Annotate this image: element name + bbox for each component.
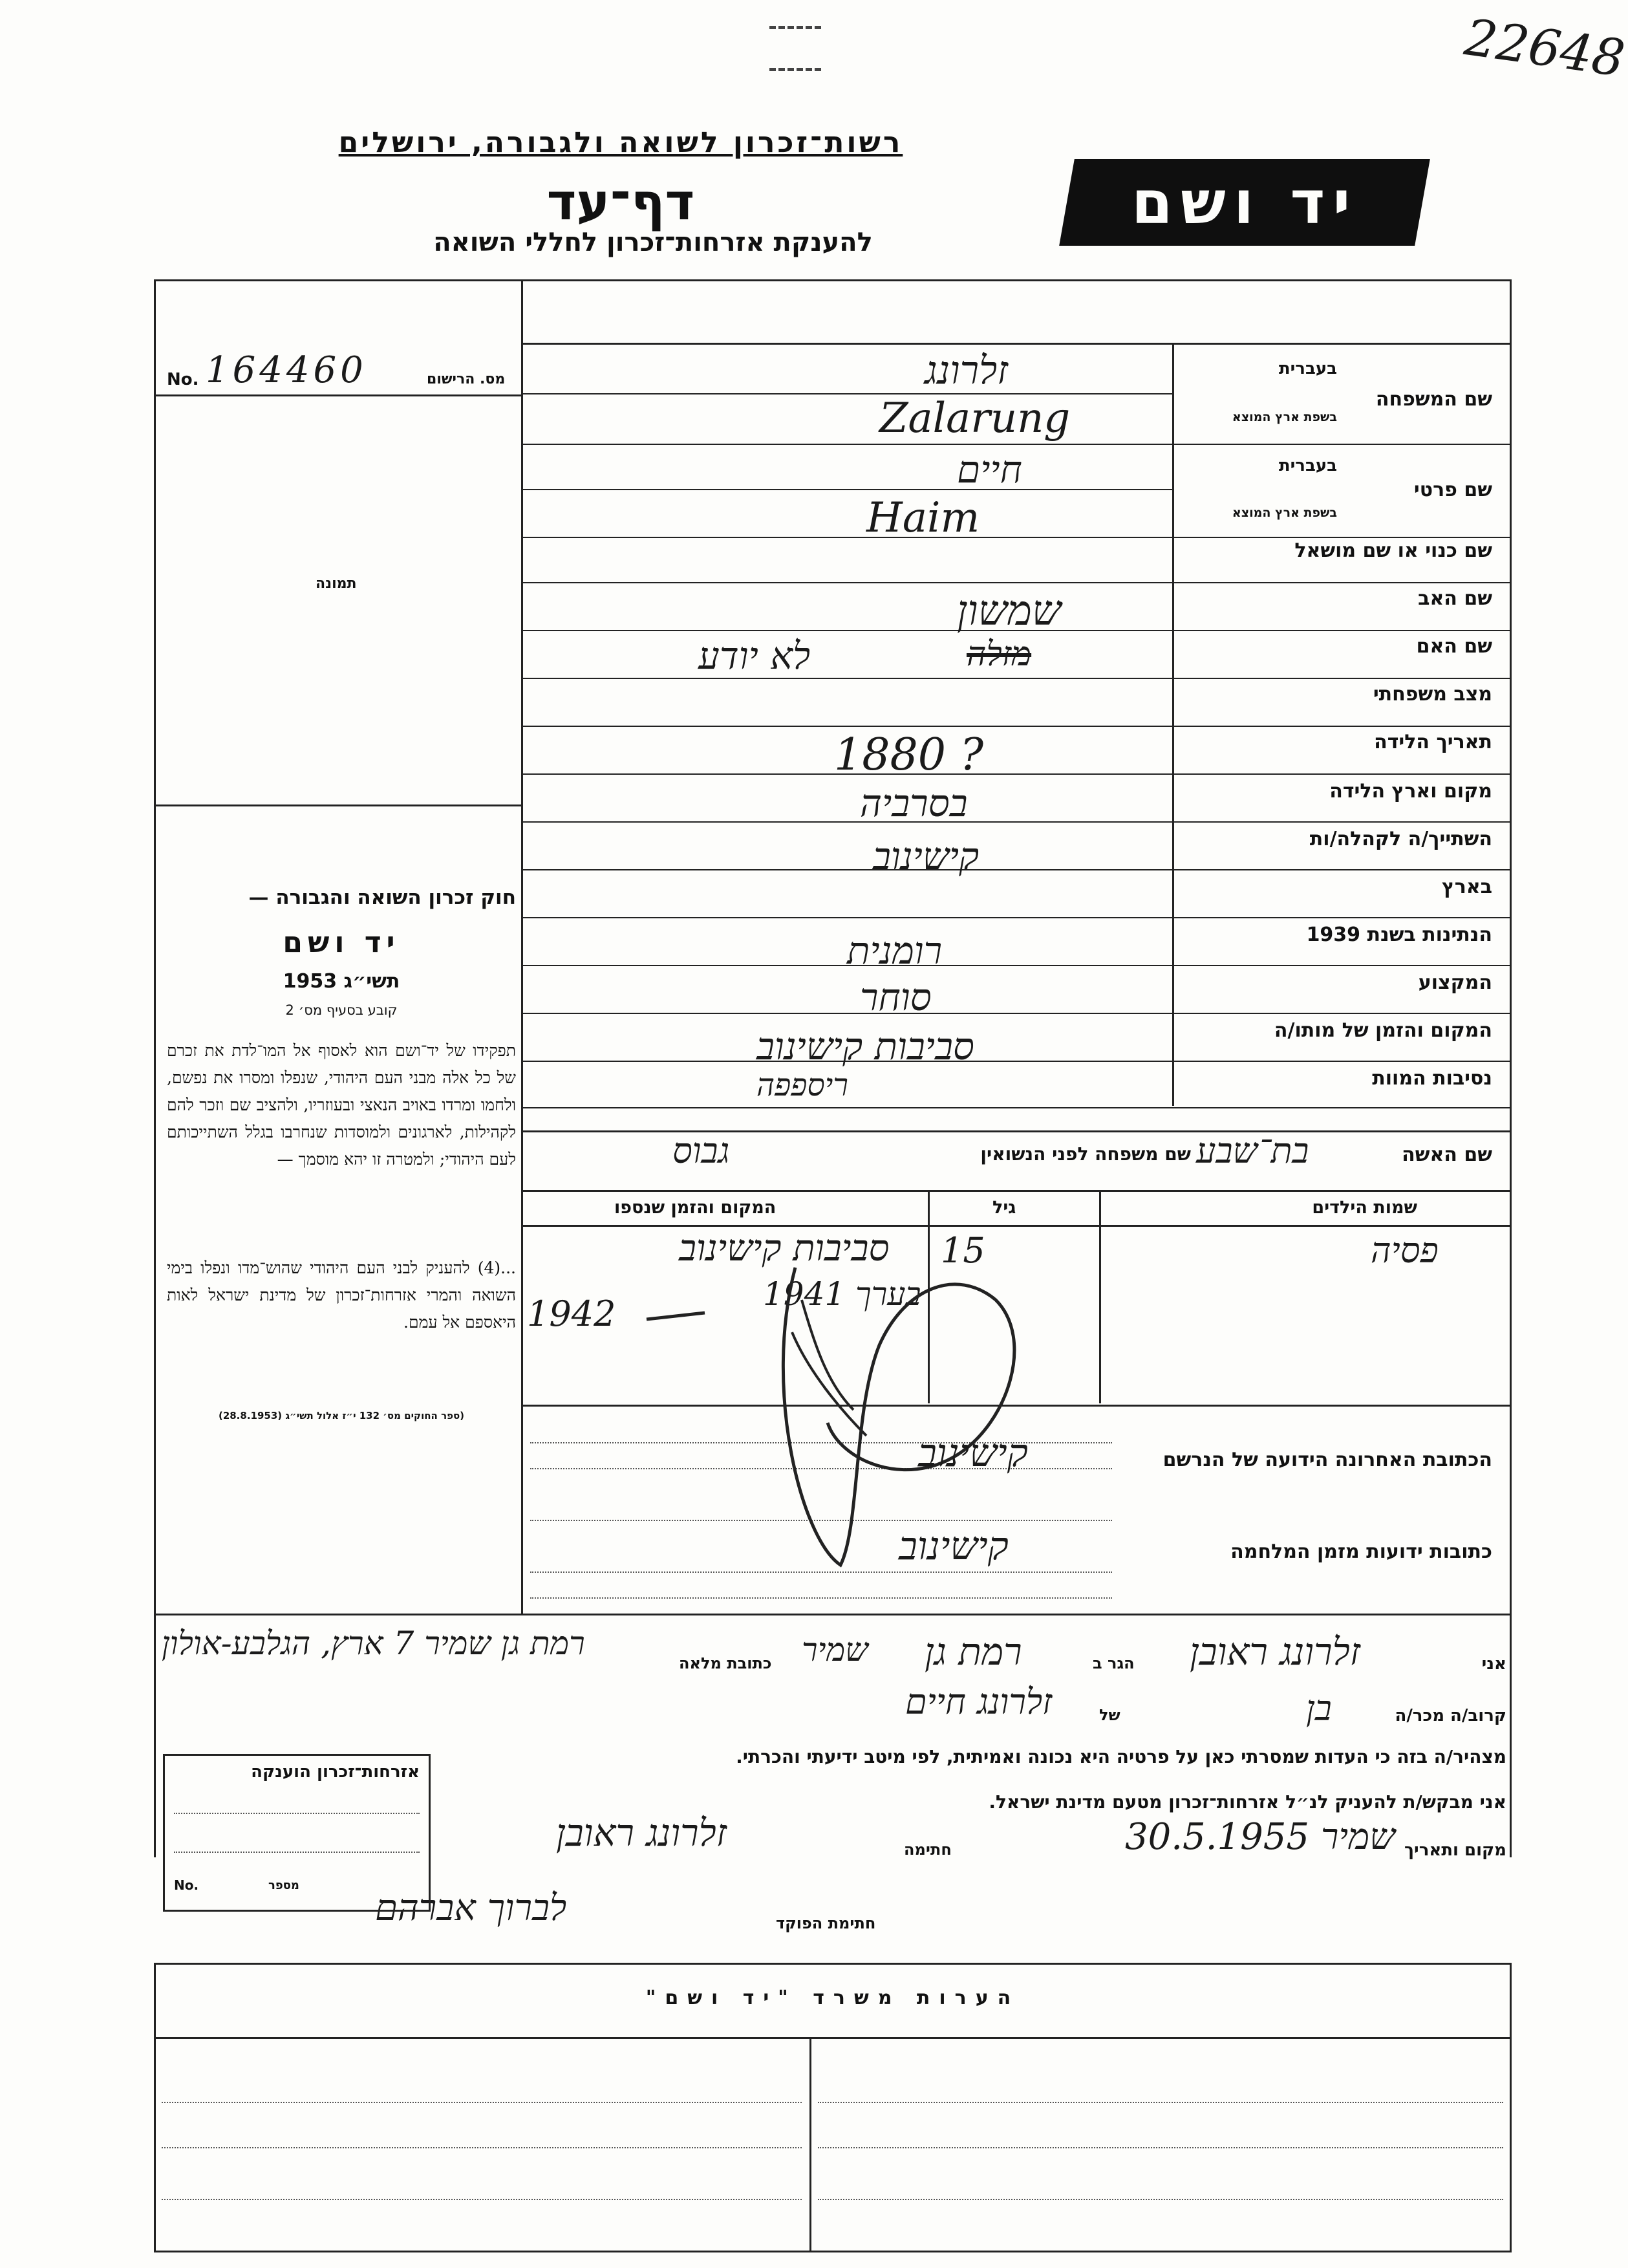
granted-box-title: אזרחות־זכרון הוענקה: [251, 1762, 420, 1782]
law-name: יד ושם: [283, 926, 400, 959]
war-address-value: קישינוב: [899, 1524, 1009, 1569]
country-label: בארץ: [1441, 876, 1492, 898]
authority-name: רשות־זכרון לשואה ולגבורה, ירושלים: [338, 126, 903, 159]
hebrew-label-2: בעברית: [1278, 456, 1337, 475]
granted-box-line: [174, 1852, 420, 1853]
child-death-date-value: בערך 1941: [763, 1275, 921, 1313]
law-year: תשי״ג 1953: [283, 970, 400, 993]
birth-date-value: 1880 ?: [834, 729, 984, 781]
registration-no-value: 164460: [206, 349, 367, 391]
father-name-value: שמשון: [957, 587, 1062, 635]
photo-label: תמונה: [316, 576, 357, 592]
death-circumstances-label: נסיבות המוות: [1372, 1067, 1492, 1090]
signature-label: חתימה: [904, 1841, 952, 1859]
community-value: קישינוב: [873, 834, 980, 878]
profession-label: המקצוע: [1418, 971, 1492, 994]
wife-maiden-value: גבוס: [672, 1130, 730, 1171]
statement-text: מצהיר/ה בזה כי העדות שמסרתי כאן על פרטיה היא נכונה ואמיתית, לפי מיטב ידיעתי והכרתי.: [736, 1746, 1506, 1767]
registration-heb-label: מס. הרישום: [427, 371, 506, 387]
child-name-value: פסיה: [1371, 1230, 1439, 1271]
remarks-title: הערות משרד "יד ושם": [645, 1987, 1020, 2009]
official-signature-label: חתימת הפוקד: [776, 1914, 876, 1932]
law-heading: חוק זכרון השואה והגבורה —: [248, 886, 516, 909]
page-subtitle: להענקת אזרחות־זכרון לחללי השואה: [433, 228, 873, 257]
family-name-latin-value: Zalarung: [879, 394, 1071, 442]
scribble-stroke: [792, 1300, 866, 1436]
request-text: אני מבקש/ת להעניק לנ״ל אזרחות־זכרון מטעם מדינת ישראל.: [989, 1791, 1506, 1813]
family-name-label: שם המשפחה: [1375, 388, 1492, 411]
full-address-label: כתובת מלאה: [679, 1654, 772, 1672]
mother-name-value: לא יודע: [698, 634, 811, 678]
children-names-header: שמות הילדים: [1312, 1198, 1417, 1218]
nickname-label: שם כנוי או שם מושאל: [1294, 539, 1492, 562]
hebrew-label-1: בעברית: [1278, 359, 1337, 378]
child-age-value: 15: [941, 1230, 985, 1271]
scribble-loop: [783, 1268, 1014, 1565]
place-date-value: שמיר 30.5.1955: [1125, 1816, 1395, 1858]
first-name-hebrew-value: חיים: [957, 448, 1022, 491]
granted-box-no-label: No.: [174, 1877, 199, 1893]
profession-value: סוחר: [860, 975, 932, 1019]
death-circumstances-value: ריספפה: [756, 1067, 848, 1103]
death-place-value: סביבות קישינוב: [756, 1024, 974, 1068]
declarant-signature: זלרונג ראובן: [556, 1811, 727, 1855]
birth-place-value: בסרביה: [860, 781, 968, 825]
child-death-place-value: סביבות קישינוב: [679, 1227, 890, 1269]
law-citation: (ספר החוקים מס׳ 132 י״ז אלול תשי״ג (28.8.1953): [218, 1410, 465, 1421]
corner-archive-number: 22648: [1461, 8, 1628, 89]
declarant-street-value: שמיר: [802, 1631, 868, 1669]
declarant-name-value: זלרונג ראובן: [1190, 1630, 1360, 1674]
registration-no-label: No.: [167, 370, 199, 389]
birth-date-label: תאריך הלידה: [1374, 731, 1492, 753]
wife-maiden-label: שם משפחה לפני הנשואין: [980, 1143, 1191, 1165]
citizenship-granted-box: [163, 1754, 431, 1912]
children-age-header: גיל: [992, 1198, 1016, 1218]
relation-value: בן: [1306, 1688, 1332, 1729]
community-label: השתייך/ה לקהלה/ות: [1309, 828, 1492, 850]
family-name-hebrew-value: זלרונג: [925, 348, 1008, 393]
declarant-city-value: רמת גן: [925, 1630, 1022, 1674]
dash-stroke: [647, 1313, 705, 1319]
first-name-latin-value: Haim: [866, 494, 980, 542]
place-date-label: מקום ותאריך: [1404, 1841, 1506, 1860]
wife-name-value: בת־שבע: [1196, 1130, 1309, 1171]
citizenship-value: רומנית: [847, 929, 943, 973]
resides-label: הגר ב: [1093, 1654, 1135, 1672]
relative-name-value: זלרונג חיים: [905, 1681, 1053, 1722]
relative-label: קרוב/ה מכר/ה: [1395, 1706, 1506, 1725]
origin-lang-label-2: בשפת ארץ המוצא: [1232, 506, 1337, 520]
death-place-label: המקום והזמן של מותו/ה: [1274, 1019, 1492, 1042]
last-address-label: הכתובת האחרונה הידועה של הנרשם: [1162, 1449, 1492, 1471]
logo-text: יד ושם: [1131, 167, 1358, 237]
first-name-label: שם פרטי: [1413, 479, 1492, 501]
law-text: תפקידו של יד־ושם הוא לאסוף אל המו־לדת את זכרם של כל אלה מבני העם היהודי, שנפלו ומסרו את נפשם, ולחמו ומרדו באויב הנאצי ובעוזריו, ולהציב שם וזכר להם לקהילות, לארגונים ולמוסדות שנחרבו בגלל השתייכותם לעם היהודי; ולמטרה זו יהא מוסמך —: [167, 1041, 516, 1169]
mother-name-struck-value: מזלה: [967, 635, 1032, 674]
mother-label: שם האם: [1416, 635, 1492, 658]
last-address-value: קישינוב: [918, 1431, 1028, 1476]
citizenship-label: הנתינות בשנת 1939: [1306, 923, 1492, 946]
war-address-label: כתובות ידועות מזמן המלחמה: [1230, 1540, 1492, 1563]
child-death-year-value: 1942: [527, 1293, 616, 1334]
law-text-clause-4: ...(4) להעניק לבני העם היהודי שהוש־מדו ונפלו בימי השואה והמרי אזרחות־זכרון של מדינת ישראל לאות היאספם אל עמם.: [167, 1258, 516, 1332]
origin-lang-label-1: בשפת ארץ המוצא: [1232, 410, 1337, 424]
wife-label: שם האשה: [1402, 1143, 1492, 1166]
birth-place-label: מקום וארץ הלידה: [1329, 780, 1492, 803]
father-label: שם האב: [1418, 587, 1492, 610]
full-address-value: רמת גן שמיר 7 ארץ, הגלבע-אולון: [162, 1625, 585, 1662]
marital-label: מצב משפחתי: [1373, 683, 1492, 706]
of-label: של: [1099, 1706, 1120, 1724]
granted-box-line: [174, 1813, 420, 1814]
law-clause: קובע בסעיף מס׳ 2: [285, 1002, 398, 1018]
official-signature: לברוך אברהם: [375, 1887, 567, 1929]
children-place-header: המקום והזמן שנספו: [614, 1198, 777, 1218]
page-title: דף־עד: [546, 173, 695, 232]
granted-box-num-label: מספר: [268, 1879, 299, 1892]
declarant-i-label: אני: [1481, 1654, 1506, 1674]
